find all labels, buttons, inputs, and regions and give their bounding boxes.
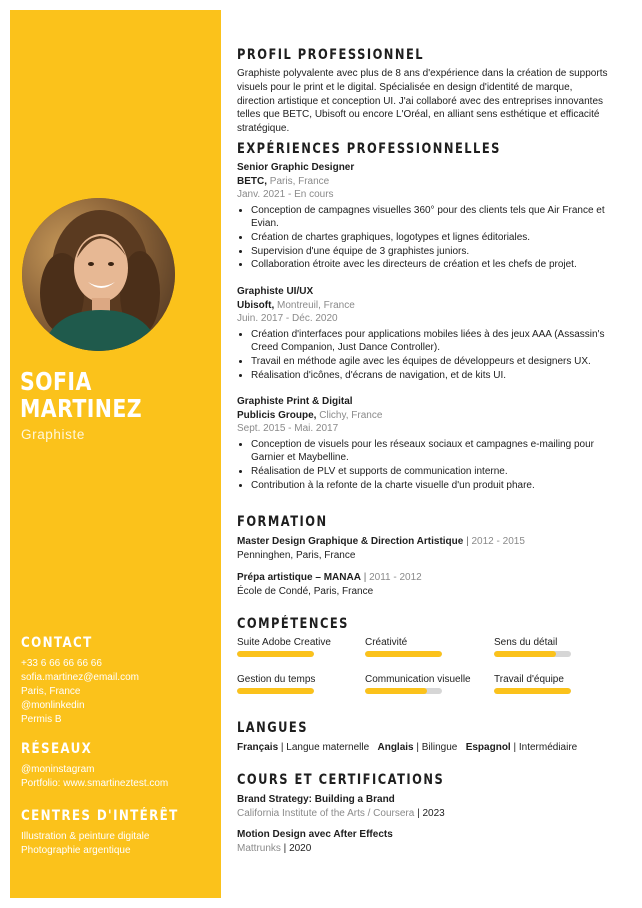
interests-title: CENTRES D'INTÉRÊT <box>21 808 179 824</box>
networks-section <box>21 741 211 791</box>
job-title: Senior Graphic Designer <box>237 162 355 173</box>
job-dates: Janv. 2021 - En cours <box>237 189 334 201</box>
course-provider: Mattrunks <box>237 842 281 854</box>
education-school: École de Condé, Paris, France <box>237 585 374 597</box>
course-provider: California Institute of the Arts / Coursera <box>237 807 415 819</box>
job-bullet: • Collaboration étroite avec les directeurs de création et les chefs de projet. <box>251 258 609 272</box>
skill-item <box>237 637 357 648</box>
education-degree: Prépa artistique – MANAA <box>237 572 361 583</box>
job-bullet: • Création d'interfaces pour applications mobiles liées à des jeux AAA (Assassin's Creed Companion, Just Dance Controller). <box>251 328 609 355</box>
skill-label: Gestion du temps <box>237 674 316 685</box>
skill-bar <box>365 688 442 694</box>
contact-email[interactable]: sofia.martinez@email.com <box>21 672 139 683</box>
language-name: Anglais <box>377 742 414 753</box>
job-bullet: • Réalisation d'icônes, d'écrans de navigation, et de kits UI. <box>251 369 609 383</box>
contact-location: Paris, France <box>21 686 81 697</box>
contact-phone: +33 6 66 66 66 66 <box>21 658 102 669</box>
interest-item: Illustration & peinture digitale <box>21 831 150 842</box>
education-years: 2011 - 2012 <box>369 572 422 583</box>
job-bullet: • Conception de campagnes visuelles 360° pour des clients tels que Air France et Evian. <box>251 204 609 231</box>
languages-title: LANGUES <box>237 720 309 736</box>
profile-photo <box>22 198 175 351</box>
language-level: Bilingue <box>421 742 458 753</box>
job-dates: Juin. 2017 - Déc. 2020 <box>237 313 338 325</box>
contact-section <box>21 635 211 727</box>
course-name: Motion Design avec After Effects <box>237 829 393 840</box>
language-level: Langue maternelle <box>286 742 370 753</box>
job-location: Montreuil, France <box>277 299 355 311</box>
interest-item: Photographie argentique <box>21 845 131 856</box>
course-entry: Brand Strategy: Building a Brand California Institute of the Arts / Coursera | 2023 <box>237 794 445 819</box>
job-bullets <box>237 438 609 492</box>
person-name <box>20 368 142 422</box>
contact-license: Permis B <box>21 714 62 725</box>
job-entry <box>237 395 609 492</box>
job-bullet: • Contribution à la refonte de la charte visuelle d'un produit phare. <box>251 479 609 493</box>
skill-bar <box>494 688 571 694</box>
job-bullets <box>237 204 609 272</box>
job-location: Clichy, France <box>319 409 383 421</box>
network-instagram[interactable]: @moninstagram <box>21 764 95 775</box>
profile-text: Graphiste polyvalente avec plus de 8 ans d'expérience dans la création de supports visuels pour le print et le digital. Spécialisée en design d'identité de marque, direction artistique et conception UI. J'ai collaboré avec des entreprises innovantes telles que BETC, Ubisoft ou encore L'Oréal, en alliant sens esthétique et efficacité stratégique. <box>237 68 608 135</box>
skill-label: Créativité <box>365 637 408 648</box>
skill-label: Travail d'équipe <box>494 674 564 685</box>
course-name: Brand Strategy: Building a Brand <box>237 794 395 805</box>
skill-item <box>365 674 485 685</box>
education-degree-line: Master Design Graphique & Direction Artistique | 2012 - 2015 <box>237 536 525 547</box>
first-name: SOFIA <box>20 367 92 396</box>
job-company-line <box>237 409 609 423</box>
language-name: Espagnol <box>465 742 511 753</box>
course-entry: Motion Design avec After Effects Mattrunks | 2020 <box>237 829 393 854</box>
job-company-line <box>237 299 609 313</box>
skill-label: Suite Adobe Creative <box>237 637 331 648</box>
language-level: Intermédiaire <box>518 742 578 753</box>
job-company-line <box>237 175 609 189</box>
job-bullet: • Création de chartes graphiques, logotypes et lignes éditoriales. <box>251 231 609 245</box>
last-name: MARTINEZ <box>20 394 143 423</box>
skill-bar <box>365 651 442 657</box>
education-degree-line: Prépa artistique – MANAA | 2011 - 2012 <box>237 572 422 583</box>
education-title: FORMATION <box>237 514 328 530</box>
education-entry <box>237 535 609 562</box>
experience-title: EXPÉRIENCES PROFESSIONNELLES <box>237 141 501 157</box>
network-portfolio[interactable]: Portfolio: www.smartineztest.com <box>21 778 169 789</box>
education-entry <box>237 571 609 598</box>
language-name: Français <box>237 742 279 753</box>
skills-title: COMPÉTENCES <box>237 616 349 632</box>
skill-item <box>237 674 357 685</box>
job-bullet: • Conception de visuels pour les réseaux sociaux et campagnes e-mailing pour Garnier et Maybelline. <box>251 438 609 465</box>
skill-item <box>365 637 485 648</box>
job-role: Graphiste <box>21 427 85 442</box>
courses-title: COURS ET CERTIFICATIONS <box>237 772 445 788</box>
job-entry <box>237 161 609 272</box>
skill-item <box>494 674 614 685</box>
job-bullet: • Réalisation de PLV et supports de communication interne. <box>251 465 609 479</box>
job-title: Graphiste Print & Digital <box>237 396 353 407</box>
contact-title: CONTACT <box>21 635 93 651</box>
course-year: 2020 <box>289 842 312 854</box>
job-title: Graphiste UI/UX <box>237 286 314 297</box>
job-company: Ubisoft, <box>237 299 275 311</box>
languages-line: Français | Langue maternelle Anglais | Bilingue Espagnol | Intermédiaire <box>237 742 578 753</box>
profile-title: PROFIL PROFESSIONNEL <box>237 47 425 63</box>
job-entry <box>237 285 609 382</box>
skill-bar <box>237 651 314 657</box>
education-degree: Master Design Graphique & Direction Artistique <box>237 536 464 547</box>
job-bullet: • Travail en méthode agile avec les équipes de développeurs et designers UX. <box>251 355 609 369</box>
education-school: Penninghen, Paris, France <box>237 549 356 561</box>
job-company: BETC, <box>237 175 267 187</box>
skill-label: Sens du détail <box>494 637 558 648</box>
job-dates: Sept. 2015 - Mai. 2017 <box>237 423 339 435</box>
job-location: Paris, France <box>269 175 330 187</box>
job-company: Publicis Groupe, <box>237 409 317 421</box>
contact-linkedin[interactable]: @monlinkedin <box>21 700 85 711</box>
job-bullets <box>237 328 609 382</box>
skill-label: Communication visuelle <box>365 674 471 685</box>
skill-item <box>494 637 614 648</box>
networks-title: RÉSEAUX <box>21 741 93 757</box>
skill-bar <box>494 651 571 657</box>
skill-bar <box>237 688 314 694</box>
course-year: 2023 <box>422 807 445 819</box>
job-bullet: • Supervision d'une équipe de 3 graphistes juniors. <box>251 245 609 259</box>
interests-section <box>21 808 211 858</box>
education-years: 2012 - 2015 <box>471 536 525 547</box>
